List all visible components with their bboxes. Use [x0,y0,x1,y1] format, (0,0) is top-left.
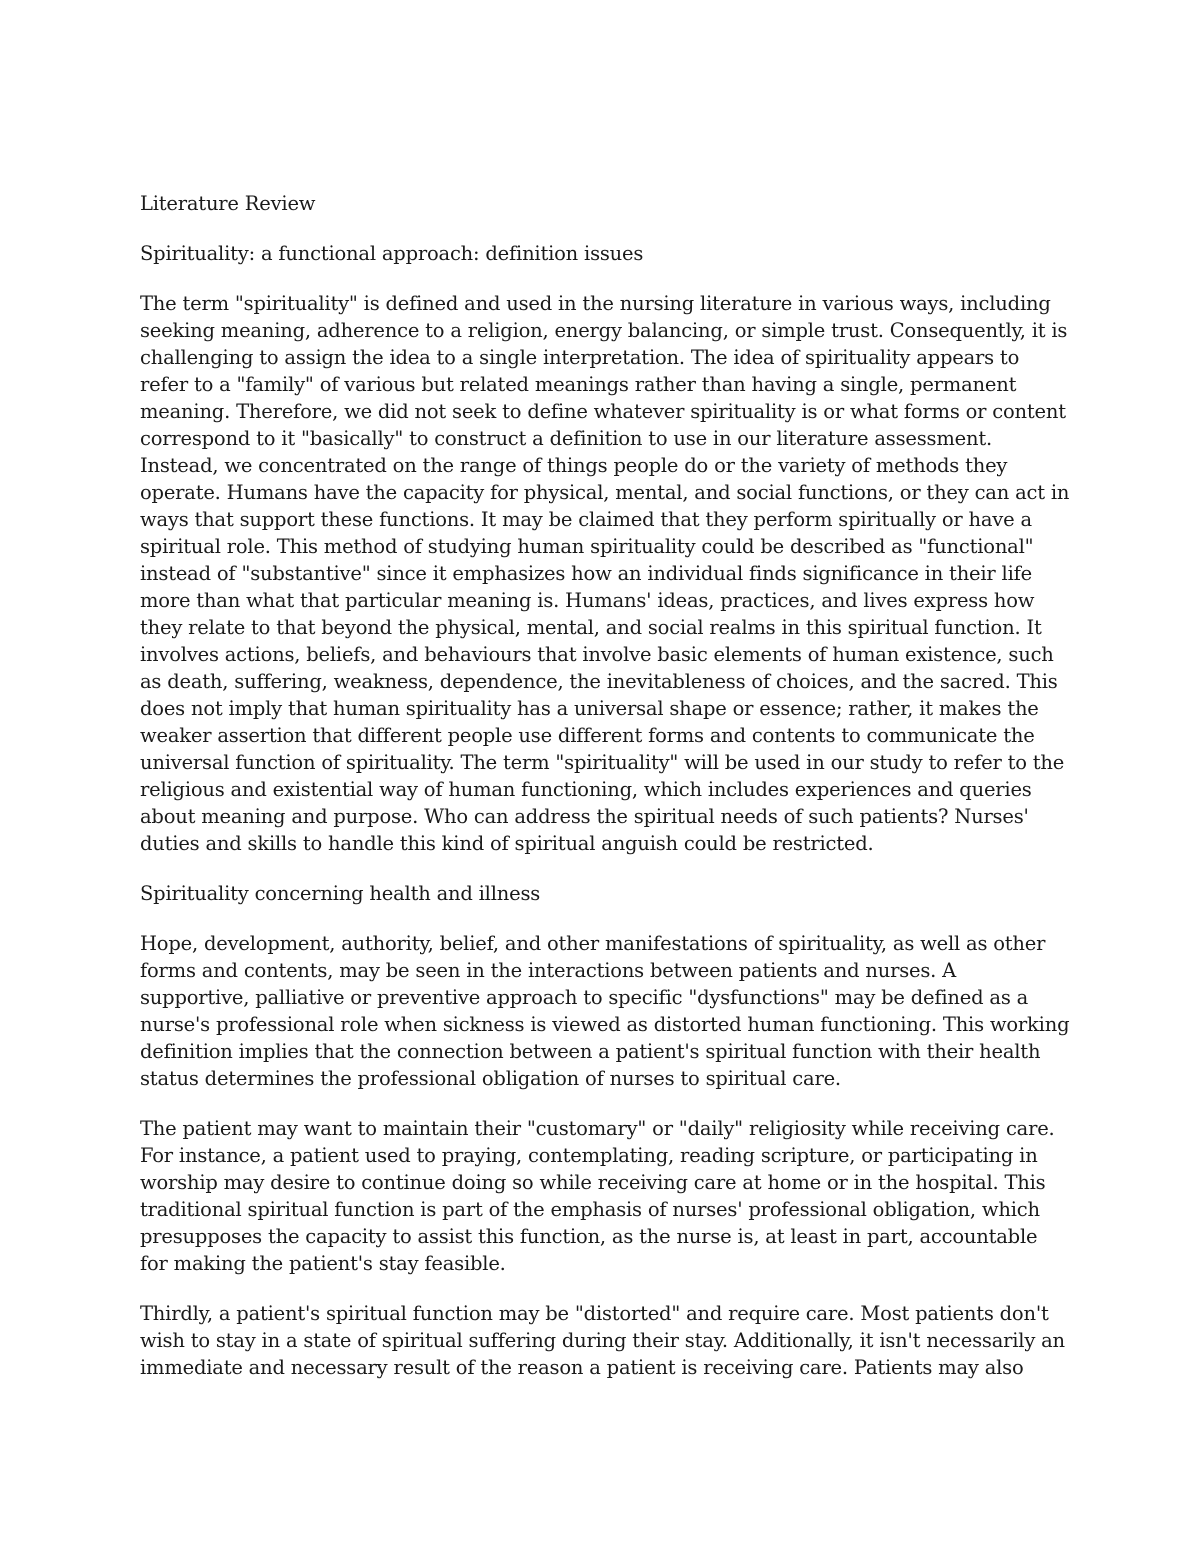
section-heading-functional-approach: Spirituality: a functional approach: definition issues [140,242,644,265]
section-heading-health-and-illness: Spirituality concerning health and illness [140,882,541,905]
paragraph-manifestations: Hope, development, authority, belief, and other manifestations of spirituality, as well as other forms and contents, may be seen in the interactions between patients and nurses. A supportive, palliative or preventive approach to specific "dysfunctions" may be defined as a nurse's professional role when sickness is viewed as distorted human functioning. This working definition implies that the connection between a patient's spiritual function with their health status determines the professional obligation of nurses to spiritual care. [140,932,1070,1090]
paragraph-customary-religiosity: The patient may want to maintain their "customary" or "daily" religiosity while receiving care. For instance, a patient used to praying, contemplating, reading scripture, or participating in worship may desire to continue doing so while receiving care at home or in the hospital. This traditional spiritual function is part of the emphasis of nurses' professional obligation, which presupposes the capacity to assist this function, as the nurse is, at least in part, accountable for making the patient's stay feasible. [140,1117,1055,1275]
paragraph-spirituality-definition: The term "spirituality" is defined and used in the nursing literature in various ways, including seeking meaning, adherence to a religion, energy balancing, or simple trust. Consequently, it is challenging to assign the idea to a single interpretation. The idea of spirituality appears to refer to a "family" of various but related meanings rather than having a single, permanent meaning. Therefore, we did not seek to define whatever spirituality is or what forms or content correspond to it "basically" to construct a definition to use in our literature assessment. Instead, we concentrated on the range of things people do or the variety of methods they operate. Humans have the capacity for physical, mental, and social functions, or they can act in ways that support these functions. It may be claimed that they perform spiritually or have a spiritual role. This method of studying human spirituality could be described as "functional" instead of "substantive" since it emphasizes how an individual finds significance in their life more than what that particular meaning is. Humans' ideas, practices, and lives express how they relate to that beyond the physical, mental, and social realms in this spiritual function. It involves actions, beliefs, and behaviours that involve basic elements of human existence, such as death, suffering, weakness, dependence, the inevitableness of choices, and the sacred. This does not imply that human spirituality has a universal shape or essence; rather, it makes the weaker assertion that different people use different forms and contents to communicate the universal function of spirituality. The term "spirituality" will be used in our study to refer to the religious and existential way of human functioning, which includes experiences and queries about meaning and purpose. Who can address the spiritual needs of such patients? Nurses' duties and skills to handle this kind of spiritual anguish could be restricted. [140,292,1070,855]
document-title: Literature Review [140,192,316,215]
paragraph-distorted-function: Thirdly, a patient's spiritual function may be "distorted" and require care. Most patients don't wish to stay in a state of spiritual suffering during their stay. Additionally, it isn't necessarily an immediate and necessary result of the reason a patient is receiving care. Patients may also [140,1302,1065,1379]
document-body [140,190,1070,1404]
